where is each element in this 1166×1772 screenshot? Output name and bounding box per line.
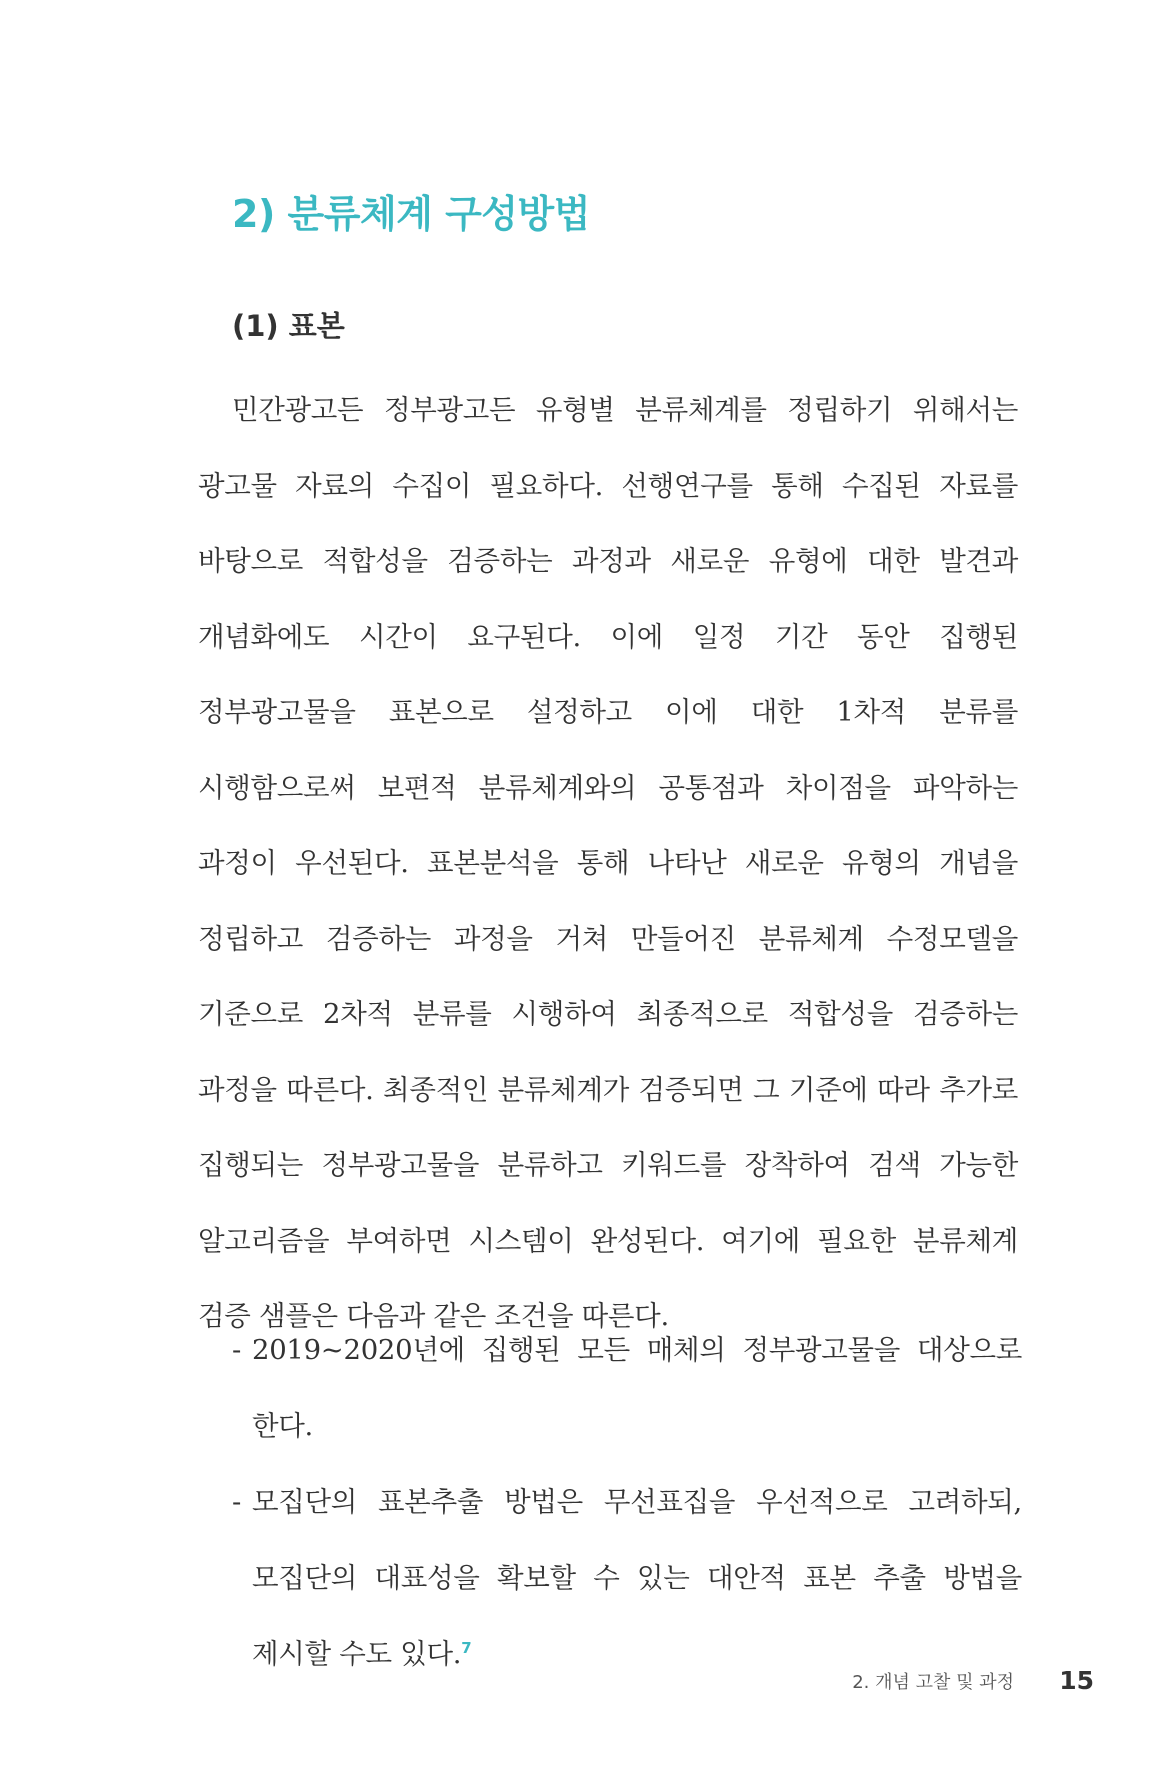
list-bullet: - [232, 1334, 241, 1366]
footnote-reference[interactable]: 7 [461, 1638, 472, 1657]
running-head: 2. 개념 고찰 및 과정 [852, 1672, 1014, 1693]
section-title: 2) 분류체계 구성방법 [232, 192, 590, 236]
subsection-title: (1) 표본 [232, 309, 345, 343]
list-item [232, 1312, 1022, 1464]
list-item-text: 2019~2020년에 집행된 모든 매체의 정부광고물을 대상으로 한다. [252, 1334, 1022, 1442]
body-paragraph: 민간광고든 정부광고든 유형별 분류체계를 정립하기 위해서는 광고물 자료의 수집이 필요하다. 선행연구를 통해 수집된 자료를 바탕으로 적합성을 검증하는 과정과 새로운 유형에 대한 발견과 개념화에도 시간이 요구된다. 이에 일정 기간 동안 집행된 정부광고물을 표본으로 설정하고 이에 대한 1차적 분류를 시행함으로써 보편적 분류체계와의 공통점과 차이점을 파악하는 과정이 우선된다. 표본분석을 통해 나타난 새로운 유형의 개념을 정립하고 검증하는 과정을 거쳐 만들어진 분류체계 수정모델을 기준으로 2차적 분류를 시행하여 최종적으로 적합성을 검증하는 과정을 따른다. 최종적인 분류체계가 검증되면 그 기준에 따라 추가로 집행되는 정부광고물을 분류하고 키워드를 장착하여 검색 가능한 알고리즘을 부여하면 시스템이 완성된다. 여기에 필요한 분류체계 검증 샘플은 다음과 같은 조건을 따른다. [198, 394, 1018, 1332]
list-item [232, 1464, 1022, 1692]
sample-conditions-list [232, 1312, 1022, 1692]
list-bullet: - [232, 1486, 241, 1518]
list-item-text: 모집단의 표본추출 방법은 무선표집을 우선적으로 고려하되, 모집단의 대표성을 확보할 수 있는 대안적 표본 추출 방법을 제시할 수도 있다. [252, 1486, 1022, 1670]
page-number: 15 [1059, 1666, 1094, 1695]
